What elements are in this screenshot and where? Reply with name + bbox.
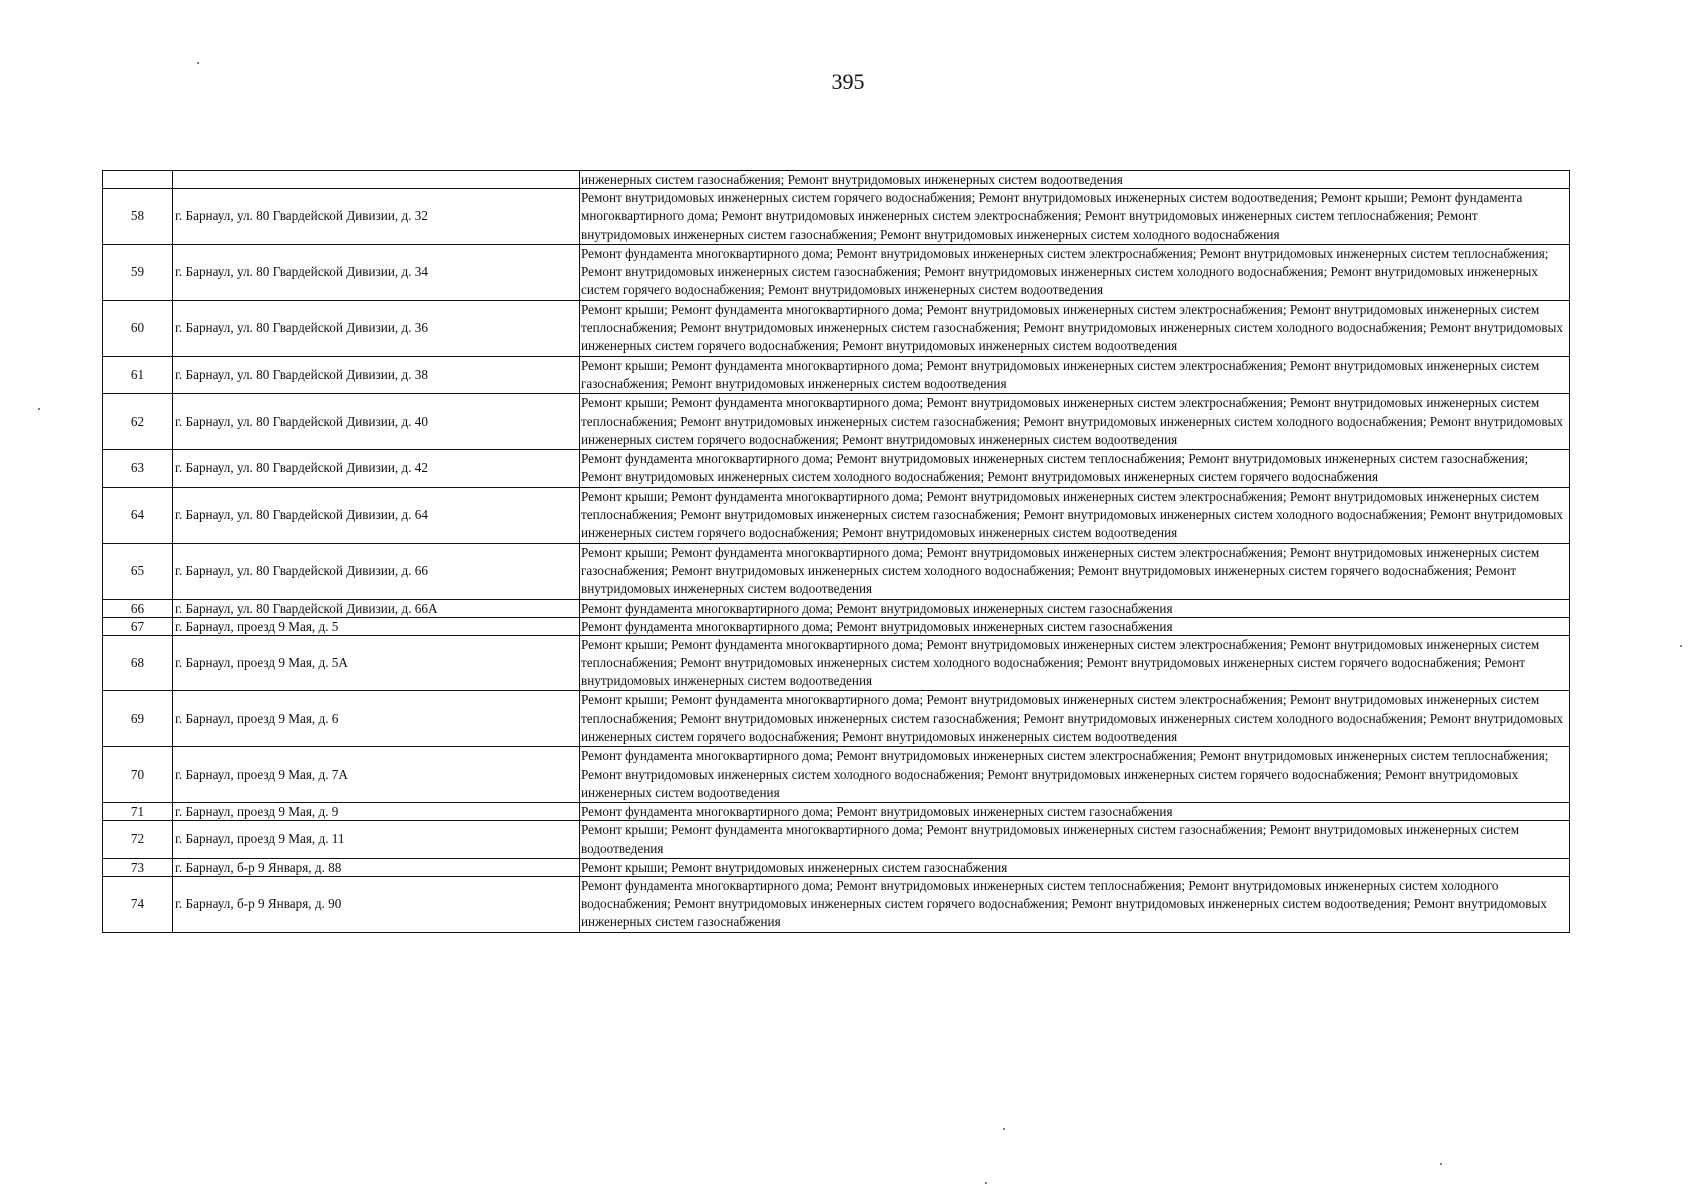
address-cell <box>173 171 580 189</box>
row-number-cell: 68 <box>103 635 173 691</box>
address-cell: г. Барнаул, проезд 9 Мая, д. 6 <box>173 691 580 747</box>
works-cell: Ремонт крыши; Ремонт фундамента многоквартирного дома; Ремонт внутридомовых инженерных систем электроснабжения; Ремонт внутридомовых инженерных систем теплоснабжения; Ремонт внутридомовых инженерных систем газоснабжения; Ремонт внутридомовых инженерных систем холодного водоснабжения; Ремонт внутридомовых инженерных систем горячего водоснабжения; Ремонт внутридомовых инженерных систем водоотведения <box>580 394 1570 450</box>
row-number-cell: 61 <box>103 356 173 394</box>
row-number-cell: 71 <box>103 803 173 821</box>
works-cell: Ремонт фундамента многоквартирного дома; Ремонт внутридомовых инженерных систем электроснабжения; Ремонт внутридомовых инженерных систем теплоснабжения; Ремонт внутридомовых инженерных систем газоснабжения; Ремонт внутридомовых инженерных систем холодного водоснабжения; Ремонт внутридомовых инженерных систем горячего водоснабжения; Ремонт внутридомовых инженерных систем водоотведения <box>580 244 1570 300</box>
scan-speck <box>1680 645 1682 647</box>
scan-speck <box>985 1182 987 1184</box>
row-number-cell: 67 <box>103 617 173 635</box>
row-number-cell: 60 <box>103 300 173 356</box>
works-cell: инженерных систем газоснабжения; Ремонт внутридомовых инженерных систем водоотведения <box>580 171 1570 189</box>
address-cell: г. Барнаул, б-р 9 Января, д. 88 <box>173 858 580 876</box>
address-cell: г. Барнаул, ул. 80 Гвардейской Дивизии, д. 66 <box>173 543 580 599</box>
row-number-cell: 62 <box>103 394 173 450</box>
address-cell: г. Барнаул, ул. 80 Гвардейской Дивизии, д. 36 <box>173 300 580 356</box>
works-cell: Ремонт фундамента многоквартирного дома; Ремонт внутридомовых инженерных систем теплоснабжения; Ремонт внутридомовых инженерных систем холодного водоснабжения; Ремонт внутридомовых инженерных систем горячего водоснабжения; Ремонт внутридомовых инженерных систем водоотведения; Ремонт внутридомовых инженерных систем газоснабжения <box>580 876 1570 932</box>
table-row <box>103 691 1570 747</box>
row-number-cell: 74 <box>103 876 173 932</box>
scan-speck <box>1440 1163 1442 1165</box>
table-row <box>103 171 1570 189</box>
row-number-cell <box>103 171 173 189</box>
row-number-cell: 59 <box>103 244 173 300</box>
address-cell: г. Барнаул, проезд 9 Мая, д. 5 <box>173 617 580 635</box>
scan-speck <box>38 408 40 410</box>
address-cell: г. Барнаул, проезд 9 Мая, д. 5А <box>173 635 580 691</box>
address-cell: г. Барнаул, проезд 9 Мая, д. 11 <box>173 821 580 859</box>
table-row <box>103 487 1570 543</box>
works-cell: Ремонт крыши; Ремонт внутридомовых инженерных систем газоснабжения <box>580 858 1570 876</box>
works-cell: Ремонт фундамента многоквартирного дома; Ремонт внутридомовых инженерных систем газоснабжения <box>580 803 1570 821</box>
works-cell: Ремонт фундамента многоквартирного дома; Ремонт внутридомовых инженерных систем теплоснабжения; Ремонт внутридомовых инженерных систем газоснабжения; Ремонт внутридомовых инженерных систем холодного водоснабжения; Ремонт внутридомовых инженерных систем горячего водоснабжения <box>580 450 1570 488</box>
address-cell: г. Барнаул, ул. 80 Гвардейской Дивизии, д. 34 <box>173 244 580 300</box>
page-number: 395 <box>831 69 865 94</box>
address-cell: г. Барнаул, ул. 80 Гвардейской Дивизии, д. 40 <box>173 394 580 450</box>
row-number-cell: 58 <box>103 189 173 245</box>
works-cell: Ремонт крыши; Ремонт фундамента многоквартирного дома; Ремонт внутридомовых инженерных систем электроснабжения; Ремонт внутридомовых инженерных систем газоснабжения; Ремонт внутридомовых инженерных систем холодного водоснабжения; Ремонт внутридомовых инженерных систем горячего водоснабжения; Ремонт внутридомовых инженерных систем водоотведения <box>580 543 1570 599</box>
works-cell: Ремонт фундамента многоквартирного дома; Ремонт внутридомовых инженерных систем газоснабжения <box>580 617 1570 635</box>
works-cell: Ремонт фундамента многоквартирного дома; Ремонт внутридомовых инженерных систем газоснабжения <box>580 599 1570 617</box>
row-number-cell: 65 <box>103 543 173 599</box>
table-row <box>103 617 1570 635</box>
row-number-cell: 66 <box>103 599 173 617</box>
table-row <box>103 543 1570 599</box>
works-cell: Ремонт крыши; Ремонт фундамента многоквартирного дома; Ремонт внутридомовых инженерных систем электроснабжения; Ремонт внутридомовых инженерных систем теплоснабжения; Ремонт внутридомовых инженерных систем газоснабжения; Ремонт внутридомовых инженерных систем холодного водоснабжения; Ремонт внутридомовых инженерных систем горячего водоснабжения; Ремонт внутридомовых инженерных систем водоотведения <box>580 300 1570 356</box>
row-number-cell: 70 <box>103 747 173 803</box>
address-cell: г. Барнаул, проезд 9 Мая, д. 7А <box>173 747 580 803</box>
address-cell: г. Барнаул, ул. 80 Гвардейской Дивизии, д. 42 <box>173 450 580 488</box>
address-cell: г. Барнаул, ул. 80 Гвардейской Дивизии, д. 32 <box>173 189 580 245</box>
table-row <box>103 300 1570 356</box>
row-number-cell: 69 <box>103 691 173 747</box>
table-body <box>103 171 1570 933</box>
table-row <box>103 635 1570 691</box>
address-cell: г. Барнаул, б-р 9 Января, д. 90 <box>173 876 580 932</box>
works-cell: Ремонт крыши; Ремонт фундамента многоквартирного дома; Ремонт внутридомовых инженерных систем газоснабжения; Ремонт внутридомовых инженерных систем водоотведения <box>580 821 1570 859</box>
works-cell: Ремонт крыши; Ремонт фундамента многоквартирного дома; Ремонт внутридомовых инженерных систем электроснабжения; Ремонт внутридомовых инженерных систем теплоснабжения; Ремонт внутридомовых инженерных систем холодного водоснабжения; Ремонт внутридомовых инженерных систем горячего водоснабжения; Ремонт внутридомовых инженерных систем водоотведения <box>580 635 1570 691</box>
table-row <box>103 450 1570 488</box>
works-cell: Ремонт внутридомовых инженерных систем горячего водоснабжения; Ремонт внутридомовых инженерных систем водоотведения; Ремонт крыши; Ремонт фундамента многоквартирного дома; Ремонт внутридомовых инженерных систем электроснабжения; Ремонт внутридомовых инженерных систем теплоснабжения; Ремонт внутридомовых инженерных систем газоснабжения; Ремонт внутридомовых инженерных систем холодного водоснабжения <box>580 189 1570 245</box>
table-row <box>103 394 1570 450</box>
works-cell: Ремонт крыши; Ремонт фундамента многоквартирного дома; Ремонт внутридомовых инженерных систем электроснабжения; Ремонт внутридомовых инженерных систем газоснабжения; Ремонт внутридомовых инженерных систем водоотведения <box>580 356 1570 394</box>
row-number-cell: 73 <box>103 858 173 876</box>
row-number-cell: 63 <box>103 450 173 488</box>
repair-works-table <box>102 170 1570 933</box>
address-cell: г. Барнаул, ул. 80 Гвардейской Дивизии, д. 64 <box>173 487 580 543</box>
address-cell: г. Барнаул, ул. 80 Гвардейской Дивизии, д. 38 <box>173 356 580 394</box>
table-row <box>103 876 1570 932</box>
scan-speck <box>1003 1128 1005 1130</box>
table-row <box>103 356 1570 394</box>
works-cell: Ремонт фундамента многоквартирного дома; Ремонт внутридомовых инженерных систем электроснабжения; Ремонт внутридомовых инженерных систем теплоснабжения; Ремонт внутридомовых инженерных систем холодного водоснабжения; Ремонт внутридомовых инженерных систем горячего водоснабжения; Ремонт внутридомовых инженерных систем водоотведения <box>580 747 1570 803</box>
row-number-cell: 64 <box>103 487 173 543</box>
works-cell: Ремонт крыши; Ремонт фундамента многоквартирного дома; Ремонт внутридомовых инженерных систем электроснабжения; Ремонт внутридомовых инженерных систем теплоснабжения; Ремонт внутридомовых инженерных систем газоснабжения; Ремонт внутридомовых инженерных систем холодного водоснабжения; Ремонт внутридомовых инженерных систем горячего водоснабжения; Ремонт внутридомовых инженерных систем водоотведения <box>580 487 1570 543</box>
table-row <box>103 244 1570 300</box>
scan-speck <box>197 62 199 64</box>
row-number-cell: 72 <box>103 821 173 859</box>
table-row <box>103 189 1570 245</box>
works-cell: Ремонт крыши; Ремонт фундамента многоквартирного дома; Ремонт внутридомовых инженерных систем электроснабжения; Ремонт внутридомовых инженерных систем теплоснабжения; Ремонт внутридомовых инженерных систем газоснабжения; Ремонт внутридомовых инженерных систем холодного водоснабжения; Ремонт внутридомовых инженерных систем горячего водоснабжения; Ремонт внутридомовых инженерных систем водоотведения <box>580 691 1570 747</box>
address-cell: г. Барнаул, проезд 9 Мая, д. 9 <box>173 803 580 821</box>
table-row <box>103 821 1570 859</box>
table-row <box>103 803 1570 821</box>
address-cell: г. Барнаул, ул. 80 Гвардейской Дивизии, д. 66А <box>173 599 580 617</box>
table-row <box>103 747 1570 803</box>
table-row <box>103 858 1570 876</box>
table-row <box>103 599 1570 617</box>
